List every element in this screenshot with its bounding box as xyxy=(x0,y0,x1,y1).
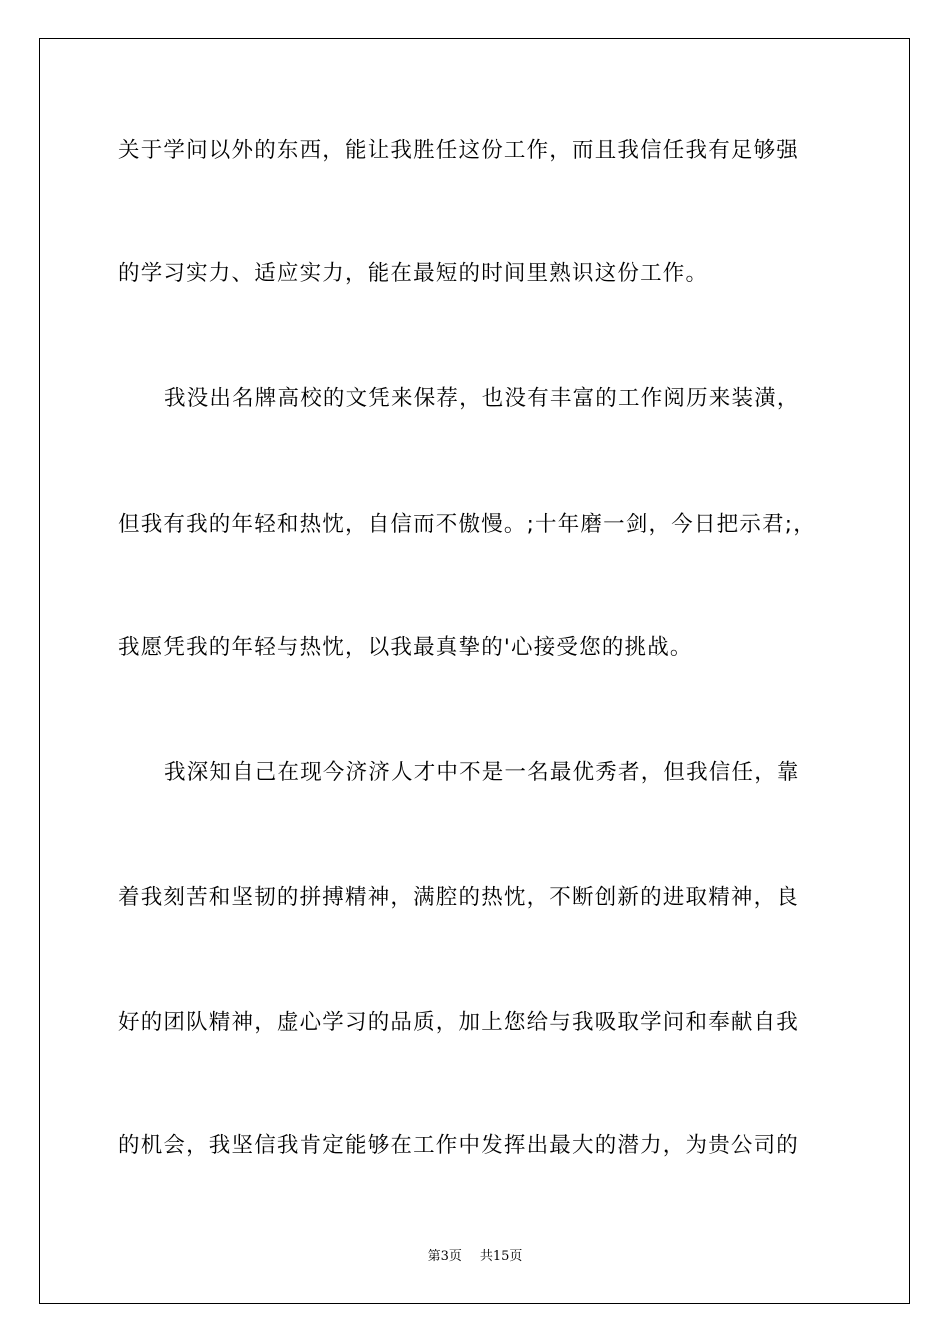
text-line: 关于学问以外的东西，能让我胜任这份工作，而且我信任我有足够强 xyxy=(118,138,800,163)
paragraph-first-line: 我没出名牌高校的文凭来保荐，也没有丰富的工作阅历来装潢， xyxy=(164,386,800,411)
text-line: 好的团队精神，虚心学习的品质，加上您给与我吸取学问和奉献自我 xyxy=(118,1010,800,1035)
page-number: 第3页 xyxy=(427,1249,462,1264)
text-line: 的学习实力、适应实力，能在最短的时间里熟识这份工作。 xyxy=(118,261,709,286)
text-line: 我愿凭我的年轻与热忱，以我最真挚的'心接受您的挑战。 xyxy=(118,635,693,660)
text-line: 但我有我的年轻和热忱，自信而不傲慢。;十年磨一剑，今日把示君;， xyxy=(118,512,816,537)
text-line: 的机会，我坚信我肯定能够在工作中发挥出最大的潜力，为贵公司的 xyxy=(118,1133,800,1158)
page-total: 共15页 xyxy=(479,1249,523,1264)
page-footer xyxy=(0,1248,950,1266)
text-line: 着我刻苦和坚韧的拼搏精神，满腔的热忱，不断创新的进取精神，良 xyxy=(118,885,800,910)
paragraph-first-line: 我深知自己在现今济济人才中不是一名最优秀者，但我信任，靠 xyxy=(164,760,800,785)
page-border xyxy=(39,38,910,1304)
